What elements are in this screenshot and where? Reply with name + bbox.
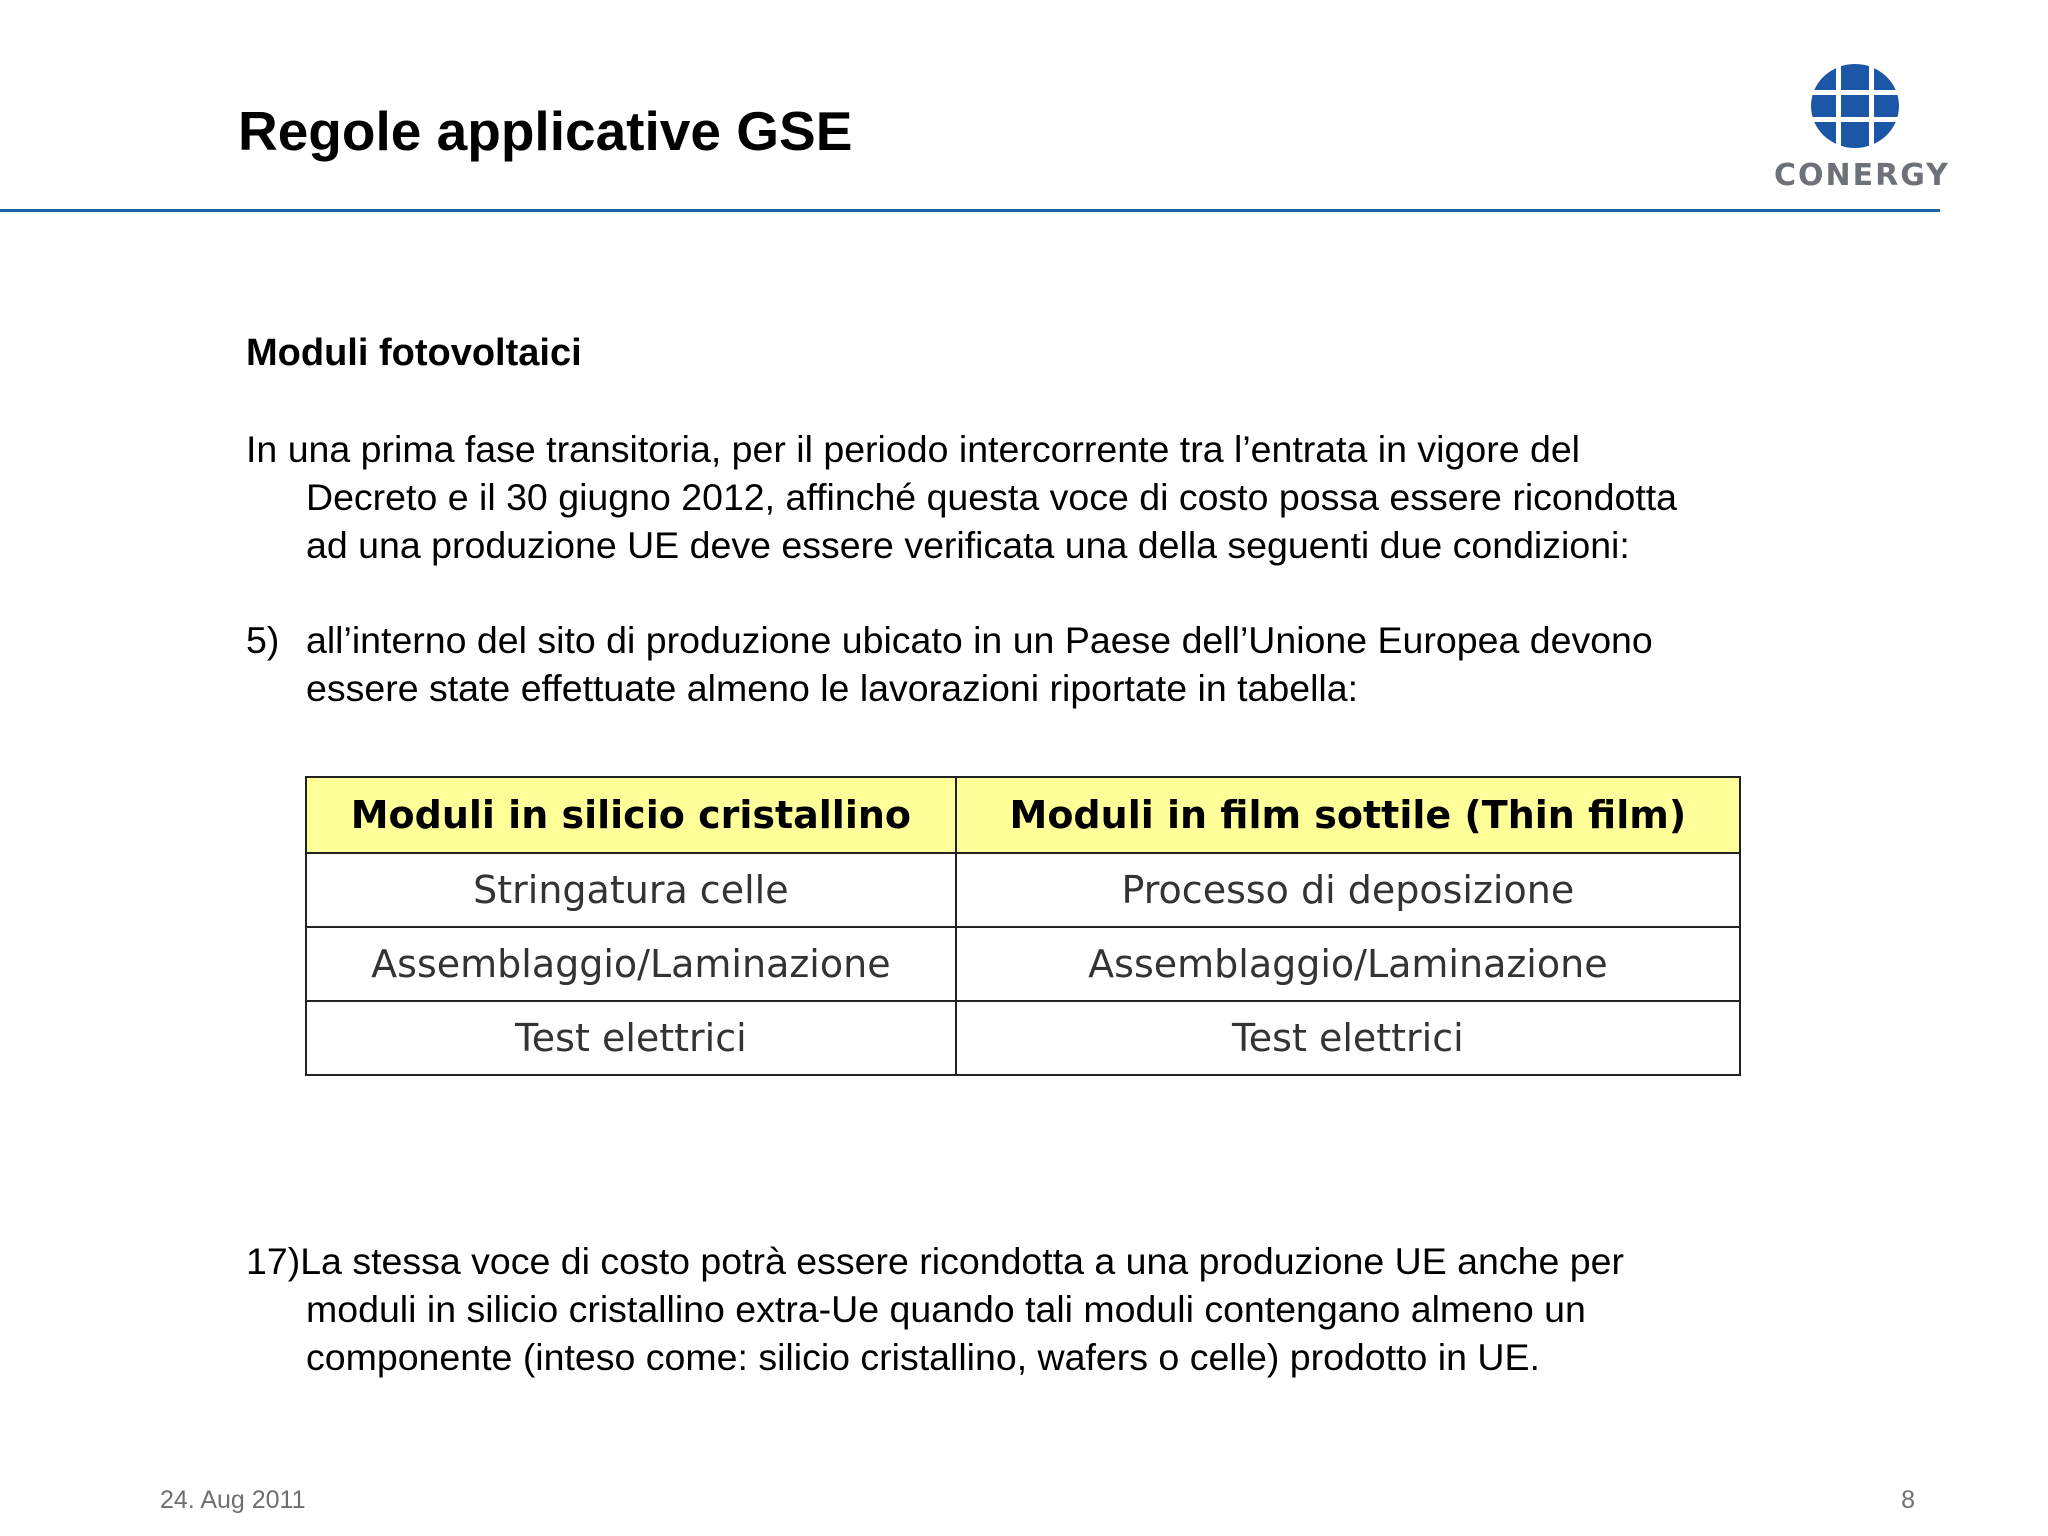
header-divider — [0, 209, 1940, 212]
intro-line: Decreto e il 30 giugno 2012, affinché questa voce di costo possa essere ricondotta — [306, 476, 1678, 518]
condition-5-line-1 — [246, 616, 1806, 664]
logo-text: CONERGY — [1774, 158, 1950, 193]
table-cell: Assemblaggio/Laminazione — [956, 927, 1740, 1001]
table-header-cell: Moduli in film sottile (Thin film) — [956, 777, 1740, 853]
table-row — [306, 853, 1740, 927]
table-cell: Assemblaggio/Laminazione — [306, 927, 956, 1001]
intro-line: ad una produzione UE deve essere verificata una della seguenti due condizioni: — [306, 524, 1630, 566]
footer-date: 24. Aug 2011 — [160, 1486, 306, 1514]
condition-number: 17) — [246, 1240, 301, 1282]
condition-17 — [246, 1237, 1806, 1381]
condition-17-line-1 — [246, 1237, 1806, 1285]
table-row — [306, 1001, 1740, 1075]
intro-paragraph — [246, 425, 1806, 569]
condition-number: 5) — [246, 619, 280, 661]
condition-5 — [246, 616, 1806, 712]
condition-17-line-2: moduli in silicio cristallino extra-Ue quando tali moduli contengano almeno un — [306, 1288, 1586, 1330]
table-header-cell: Moduli in silicio cristallino — [306, 777, 956, 853]
condition-5-line-2: essere state effettuate almeno le lavorazioni riportate in tabella: — [306, 667, 1359, 709]
processing-table — [305, 776, 1741, 1076]
section-heading: Moduli fotovoltaici — [246, 332, 582, 374]
table-cell: Processo di deposizione — [956, 853, 1740, 927]
slide-title: Regole applicative GSE — [238, 100, 853, 162]
intro-line: In una prima fase transitoria, per il periodo intercorrente tra l’entrata in vigore del — [246, 428, 1581, 470]
condition-17-line-3: componente (inteso come: silicio cristallino, wafers o celle) prodotto in UE. — [306, 1336, 1540, 1378]
page-number: 8 — [1901, 1486, 1915, 1514]
table-cell: Test elettrici — [956, 1001, 1740, 1075]
condition-text: all’interno del sito di produzione ubicato in un Paese dell’Unione Europea devono — [306, 619, 1653, 661]
table-row — [306, 927, 1740, 1001]
table-header-row — [306, 777, 1740, 853]
table-cell: Test elettrici — [306, 1001, 956, 1075]
table-cell: Stringatura celle — [306, 853, 956, 927]
condition-text: La stessa voce di costo potrà essere ricondotta a una produzione UE anche per — [300, 1240, 1624, 1282]
